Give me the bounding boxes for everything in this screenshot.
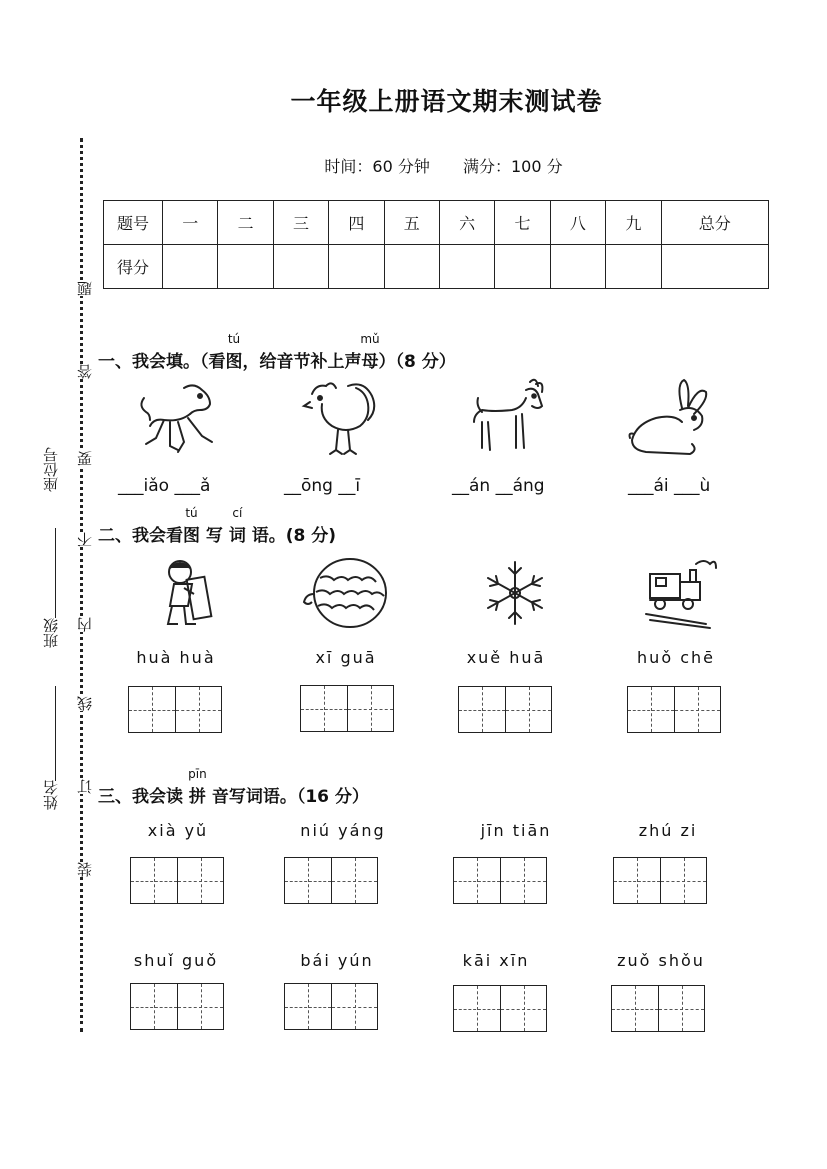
score-cell[interactable]: [661, 245, 768, 289]
section1-title-a: 一、我会填。（看: [98, 352, 226, 372]
writing-grid[interactable]: [613, 857, 707, 904]
section3-title-a: 三、我会读: [98, 787, 183, 807]
ruby-ci-char: 词: [228, 526, 246, 546]
seat-number-label: 座位号: [42, 447, 60, 492]
score-cell[interactable]: [384, 245, 439, 289]
grid-cell[interactable]: [660, 858, 706, 903]
ruby-tu2-char: 图: [183, 526, 200, 546]
ruby-pin: [188, 767, 207, 807]
writing-grid[interactable]: [458, 686, 552, 733]
binding-dotted-line: [80, 138, 83, 1032]
rabbit-icon: [624, 378, 714, 460]
ruby-tu-pinyin: tú: [227, 332, 241, 346]
grid-cell[interactable]: [505, 687, 551, 732]
goat-icon: [466, 376, 556, 458]
snowflake-icon: [478, 558, 552, 628]
ruby-tu2-pinyin: tú: [185, 506, 198, 520]
class-underline[interactable]: [55, 528, 56, 618]
binding-char: 线: [76, 696, 94, 711]
grid-cell[interactable]: [175, 687, 221, 732]
grid-cell[interactable]: [301, 686, 347, 731]
boy-drawing-icon: [158, 556, 228, 630]
col-6: 六: [439, 201, 494, 245]
binding-char: 装: [76, 862, 94, 877]
section2-xie: 写: [205, 526, 223, 546]
blank-goat[interactable]: __án __áng: [452, 476, 545, 496]
col-4: 四: [329, 201, 384, 245]
section1-title-b: ，给音节补上声: [242, 352, 362, 372]
col-7: 七: [495, 201, 550, 245]
writing-grid[interactable]: [130, 983, 224, 1030]
score-cell[interactable]: [218, 245, 273, 289]
rooster-icon: [296, 376, 386, 458]
ruby-ci-pinyin: cí: [232, 506, 243, 520]
grid-cell[interactable]: [177, 858, 223, 903]
ruby-pin-char: 拼: [188, 787, 206, 807]
writing-grid[interactable]: [128, 686, 222, 733]
binding-char: 订: [76, 779, 94, 794]
grid-cell[interactable]: [131, 858, 177, 903]
score-table-header-row: [104, 201, 769, 245]
section1-title: [98, 332, 456, 372]
grid-cell[interactable]: [285, 858, 331, 903]
col-total: 总分: [661, 201, 768, 245]
pinyin-baiyun: bái yún: [300, 951, 374, 970]
score-table: [103, 200, 769, 289]
grid-cell[interactable]: [500, 986, 546, 1031]
blank-horse[interactable]: ___iǎo ___ǎ: [118, 476, 211, 496]
binding-char: 答: [76, 364, 94, 379]
grid-cell[interactable]: [614, 858, 660, 903]
time-limit: 时间：60 分钟: [324, 157, 430, 176]
page-title: 一年级上册语文期末测试卷: [290, 87, 603, 116]
col-8: 八: [550, 201, 605, 245]
section2-title: [98, 506, 337, 546]
section2-title-a: 二、我会看: [98, 526, 183, 546]
grid-cell[interactable]: [454, 986, 500, 1031]
pinyin-huahua: huà huà: [136, 648, 216, 667]
writing-grid[interactable]: [627, 686, 721, 733]
class-label: 班级: [42, 618, 60, 648]
pinyin-xuehua: xuě huā: [466, 648, 546, 667]
ruby-mu: [360, 332, 380, 372]
writing-grid[interactable]: [300, 685, 394, 732]
ruby-tu2: [183, 506, 200, 546]
grid-cell[interactable]: [612, 986, 658, 1031]
ruby-mu-pinyin: mǔ: [360, 332, 380, 346]
grid-cell[interactable]: [331, 984, 377, 1029]
ruby-tu: [225, 332, 243, 372]
grid-cell[interactable]: [658, 986, 704, 1031]
exam-info: [0, 154, 827, 177]
grid-cell[interactable]: [177, 984, 223, 1029]
grid-cell[interactable]: [347, 686, 393, 731]
header-label-cell: 题号: [104, 201, 163, 245]
pinyin-huoche: huǒ chē: [637, 648, 715, 667]
grid-cell[interactable]: [500, 858, 546, 903]
binding-char: 内: [76, 617, 94, 632]
grid-cell[interactable]: [129, 687, 175, 732]
binding-char: 题: [76, 281, 94, 296]
pinyin-xiayu: xià yǔ: [147, 821, 209, 840]
pinyin-xigua: xī guā: [315, 648, 377, 667]
col-2: 二: [218, 201, 273, 245]
pinyin-zhuzi: zhú zi: [638, 821, 698, 840]
pinyin-niuyang: niú yáng: [300, 821, 386, 840]
score-cell[interactable]: [273, 245, 328, 289]
score-cell[interactable]: [329, 245, 384, 289]
section3-title: [98, 767, 369, 807]
score-table-score-row: [104, 245, 769, 289]
score-cell[interactable]: [163, 245, 218, 289]
horse-icon: [134, 378, 224, 460]
score-cell[interactable]: [606, 245, 661, 289]
pinyin-zuoshou: zuǒ shǒu: [617, 951, 705, 970]
grid-cell[interactable]: [331, 858, 377, 903]
pinyin-shuiguo: shuǐ guǒ: [133, 951, 219, 970]
ruby-ci: [228, 506, 246, 546]
writing-grid[interactable]: [130, 857, 224, 904]
writing-grid[interactable]: [453, 985, 547, 1032]
grid-cell[interactable]: [628, 687, 674, 732]
blank-rabbit[interactable]: ___ái ___ù: [628, 476, 711, 496]
grid-cell[interactable]: [131, 984, 177, 1029]
grid-cell[interactable]: [454, 858, 500, 903]
pinyin-kaixin: kāi xīn: [462, 951, 530, 970]
ruby-mu-char: 母: [361, 352, 379, 372]
name-underline[interactable]: [55, 686, 56, 781]
writing-grid[interactable]: [611, 985, 705, 1032]
section1-title-c: ）（8 分）: [378, 352, 456, 372]
binding-char: 要: [76, 451, 94, 466]
blank-rooster[interactable]: __ōng __ī: [284, 476, 361, 496]
train-icon: [636, 554, 718, 630]
name-label: 姓名: [42, 780, 60, 810]
section2-title-b: 语。(8 分): [251, 526, 337, 546]
writing-grid[interactable]: [453, 857, 547, 904]
ruby-tu-char: 图: [225, 352, 243, 372]
col-5: 五: [384, 201, 439, 245]
col-9: 九: [606, 201, 661, 245]
full-score: 满分：100 分: [462, 157, 563, 176]
section3-title-b: 音写词语。（16 分）: [211, 787, 369, 807]
col-1: 一: [163, 201, 218, 245]
pinyin-jintian: jīn tiān: [480, 821, 552, 840]
grid-cell[interactable]: [285, 984, 331, 1029]
writing-grid[interactable]: [284, 857, 378, 904]
ruby-pin-pinyin: pīn: [188, 767, 207, 781]
watermelon-icon: [300, 556, 390, 630]
score-cell[interactable]: [550, 245, 605, 289]
writing-grid[interactable]: [284, 983, 378, 1030]
grid-cell[interactable]: [674, 687, 720, 732]
binding-char: 不: [76, 532, 94, 547]
score-cell[interactable]: [495, 245, 550, 289]
row-label-cell: 得分: [104, 245, 163, 289]
score-cell[interactable]: [439, 245, 494, 289]
grid-cell[interactable]: [459, 687, 505, 732]
col-3: 三: [273, 201, 328, 245]
